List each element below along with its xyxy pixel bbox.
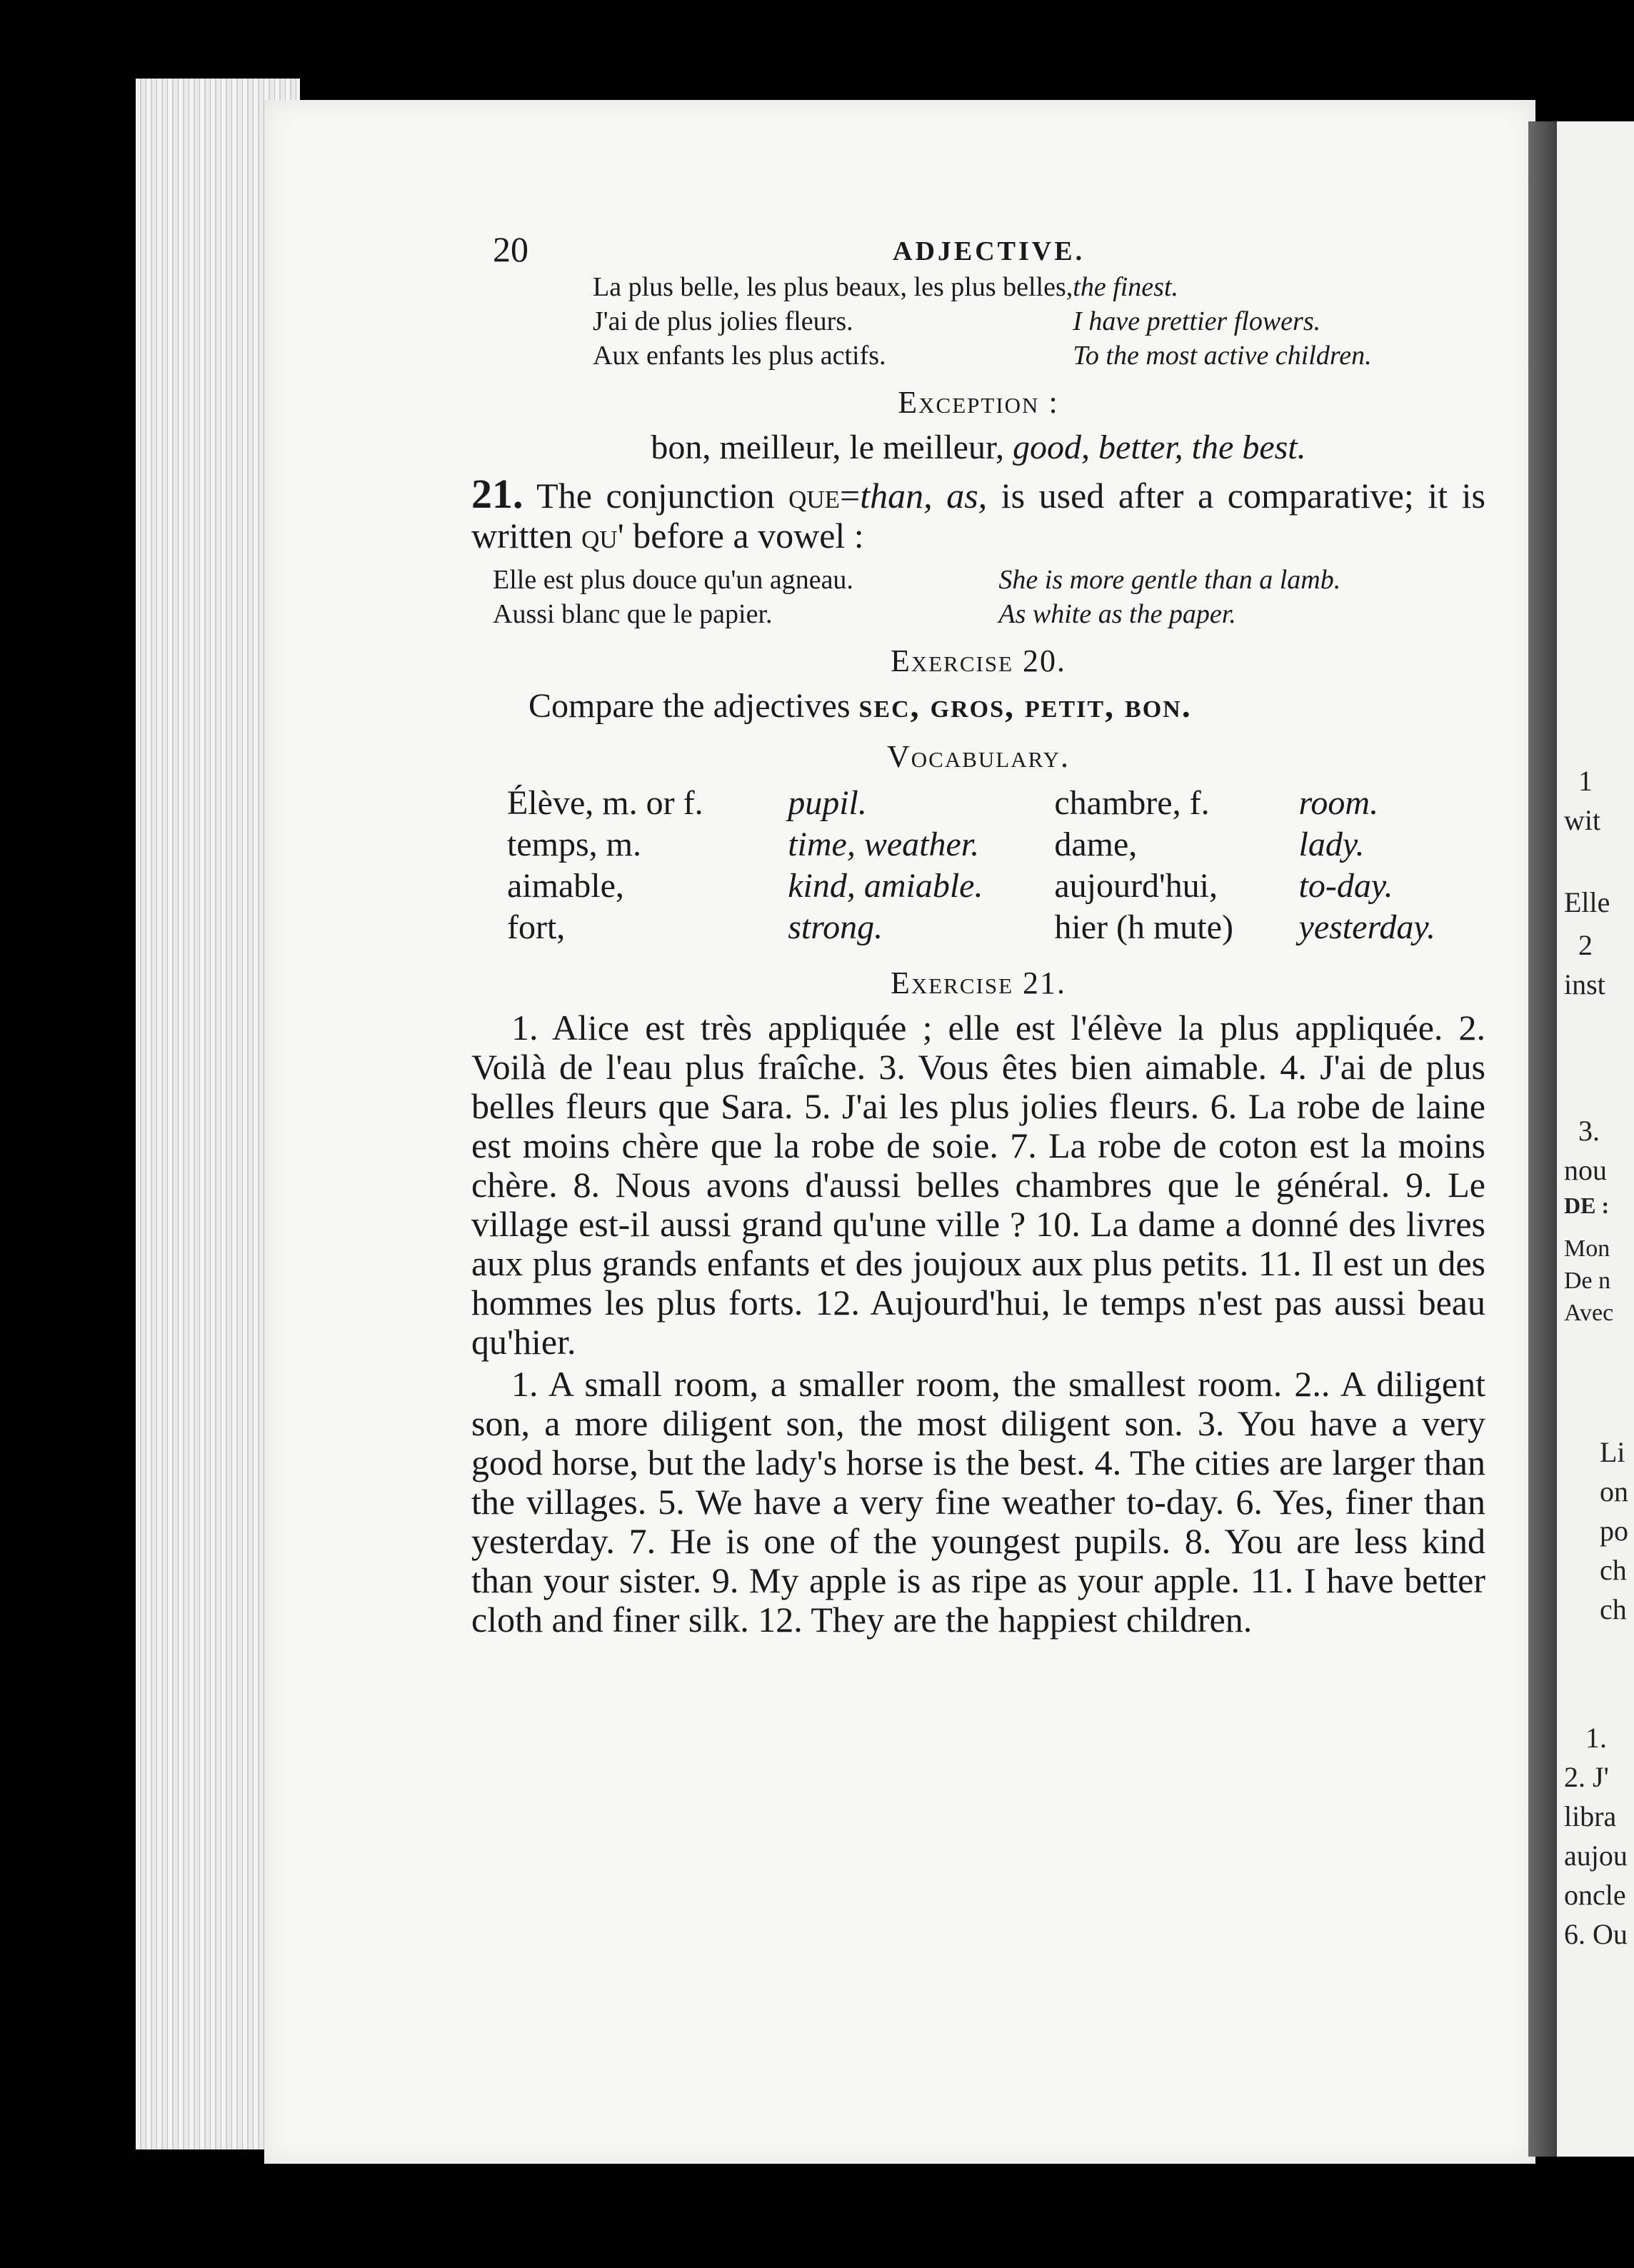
page-content	[471, 214, 1485, 1957]
facing-fragment: 2. J'	[1564, 1761, 1609, 1793]
facing-fragment: nou	[1564, 1154, 1607, 1186]
example-row	[471, 564, 1485, 598]
facing-fragment: Avec	[1564, 1300, 1614, 1326]
vocab-word: fort,	[507, 908, 566, 946]
facing-fragment: oncle	[1564, 1879, 1626, 1911]
example-french: J'ai de plus jolies fleurs.	[593, 306, 853, 336]
facing-fragment: Elle	[1564, 886, 1610, 918]
example-english: To the most active children.	[1073, 341, 1372, 371]
vocab-word: dame,	[1054, 825, 1138, 863]
vocab-meaning: kind, amiable.	[788, 866, 983, 905]
section-text: =	[840, 476, 861, 516]
exercise-20-instruction: Compare the adjectives	[528, 687, 851, 725]
example-french: Elle est plus douce qu'un agneau.	[493, 565, 853, 595]
vocab-meaning: to-day.	[1298, 866, 1393, 905]
running-head	[471, 214, 1485, 271]
page-number: 20	[493, 229, 528, 269]
facing-fragment: inst	[1564, 968, 1605, 1000]
example-english: the finest.	[1073, 272, 1179, 302]
exception-heading: Exception :	[898, 385, 1059, 420]
facing-fragment: Li	[1600, 1436, 1625, 1468]
facing-fragment: 2	[1578, 929, 1593, 961]
vocab-meaning: lady.	[1298, 825, 1365, 863]
example-french: Aussi blanc que le papier.	[493, 599, 773, 629]
facing-page	[1557, 121, 1634, 2157]
examples-21	[471, 564, 1485, 633]
vocab-word: aujourd'hui,	[1054, 866, 1218, 905]
page-title: ADJECTIVE.	[893, 236, 1086, 266]
facing-fragment: libra	[1564, 1800, 1617, 1832]
facing-fragment: ch	[1600, 1593, 1627, 1625]
example-french: Aux enfants les plus actifs.	[593, 341, 886, 371]
example-english: I have prettier flowers.	[1073, 306, 1321, 336]
exercise-21-french: 1. Alice est très appliquée ; elle est l'élève la plus appliquée. 2. Voilà de l'eau plus fraîche. 3. Vous êtes bien aimable. 4. J'ai de plus belles fleurs que Sara. 5. J'ai les plus jolies fleurs. 6. La robe de laine est moins chère que la robe de soie. 7. La robe de coton est la moins chère. 8. Nous avons d'aussi belles chambres que le général. 9. Le village est-il aussi grand qu'une ville ? 10. La dame a donné des livres aux plus grands enfants et des joujoux aux plus petits. 11. Il est un des hommes les plus forts. 12. Aujourd'hui, le temps n'est pas aussi beau qu'hier.	[471, 1008, 1485, 1362]
exercise-21-english: 1. A small room, a smaller room, the smallest room. 2.. A diligent son, a more diligent son, the most diligent son. 3. You have a very good horse, but the lady's horse is the best. 4. The cities are larger than the villages. 5. We have a very fine weather to-day. 6. Yes, finer than yesterday. 7. He is one of the youngest pupils. 8. You are less kind than your sister. 9. My apple is as ripe as your apple. 11. I have better cloth and finer silk. 12. They are the happiest children.	[471, 1364, 1485, 1640]
section-21-paragraph	[471, 471, 1485, 556]
example-english: As white as the paper.	[998, 599, 1236, 629]
vocab-meaning: strong.	[788, 908, 883, 946]
example-row	[471, 271, 1485, 306]
vocab-meaning: room.	[1298, 783, 1379, 822]
vocabulary-table	[471, 782, 1485, 948]
section-text: before a vowel :	[623, 516, 864, 556]
exception-line	[471, 428, 1485, 467]
vocab-meaning: time, weather.	[788, 825, 980, 863]
facing-fragment: 6. Ou	[1564, 1918, 1628, 1950]
examples-top	[471, 271, 1485, 374]
facing-fragment: wit	[1564, 804, 1601, 836]
facing-fragment: DE :	[1564, 1193, 1610, 1218]
vocab-word: chambre, f.	[1054, 783, 1210, 822]
section-keyword: qu'	[581, 516, 624, 556]
facing-fragment: aujou	[1564, 1840, 1628, 1872]
section-keyword: que	[788, 476, 841, 516]
vocab-row	[471, 782, 1485, 823]
section-text: is used after a comparative; it is written	[471, 476, 1485, 556]
exercise-20-heading: Exercise 20.	[890, 643, 1067, 678]
example-english: She is more gentle than a lamb.	[998, 565, 1341, 595]
exception-french: bon, meilleur, le meilleur,	[651, 428, 1005, 466]
exercise-20-words: sec, gros, petit, bon.	[858, 687, 1192, 725]
example-row	[471, 306, 1485, 340]
facing-fragment: Mon	[1564, 1235, 1610, 1262]
facing-fragment: 1.	[1585, 1722, 1607, 1754]
section-italic: than, as,	[860, 476, 988, 516]
facing-fragment: on	[1600, 1475, 1628, 1507]
exception-english: good, better, the best.	[1013, 428, 1306, 466]
vocab-row	[471, 823, 1485, 865]
vocab-row	[471, 906, 1485, 948]
facing-fragment: ch	[1600, 1554, 1627, 1586]
facing-fragment: De n	[1564, 1268, 1611, 1294]
section-text: The conjunction	[536, 476, 789, 516]
vocab-word: aimable,	[507, 866, 624, 905]
exercise-20-text	[528, 686, 1485, 726]
exercise-21-heading: Exercise 21.	[890, 965, 1067, 1000]
example-french: La plus belle, les plus beaux, les plus belles,	[593, 272, 1073, 302]
vocabulary-heading: Vocabulary.	[887, 739, 1070, 774]
facing-fragment: po	[1600, 1515, 1628, 1547]
facing-fragment: 1	[1578, 765, 1593, 797]
section-number: 21.	[471, 471, 523, 517]
vocab-word: hier (h mute)	[1054, 908, 1233, 946]
vocab-meaning: pupil.	[788, 783, 867, 822]
vocab-word: temps, m.	[507, 825, 641, 863]
vocab-word: Élève, m. or f.	[507, 783, 703, 822]
vocab-meaning: yesterday.	[1298, 908, 1435, 946]
example-row	[471, 598, 1485, 633]
facing-fragment: 3.	[1578, 1115, 1600, 1147]
vocab-row	[471, 865, 1485, 906]
example-row	[471, 340, 1485, 374]
